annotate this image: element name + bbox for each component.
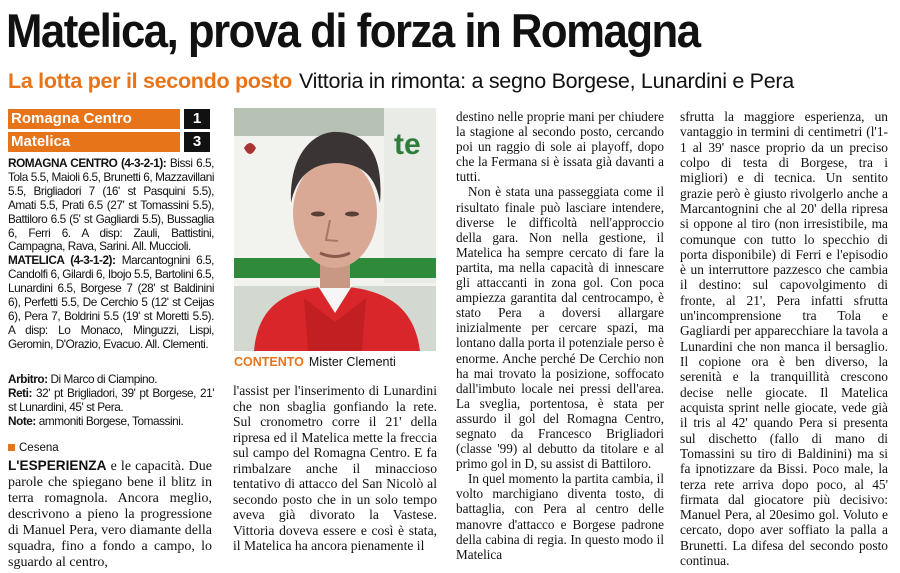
coach-photo — [234, 108, 436, 351]
goals-line — [8, 387, 214, 415]
article-column-3 — [456, 109, 664, 562]
column-3-para-1: destino nelle proprie mani per chiudere la stagione al secondo posto, cercando poi un raggio di sole ai playoff, dopo che la Fermana si è issata già davanti a tutti. — [456, 109, 664, 185]
dateline — [8, 441, 59, 455]
scoreboard-row-away — [8, 132, 210, 152]
lead-word: L'ESPERIENZA — [8, 458, 107, 473]
column-1-text: e le capacità. Due parole che spiegano bene il blitz in terra romagnola. Ancora meglio, descrivono a pieno la progressione di Manuel Pera, vero diamante della squadra, fino a fondo a campo, lo sguardo al centro, — [8, 459, 212, 570]
notes-label: Note: — [8, 413, 36, 428]
square-bullet-icon — [8, 444, 15, 451]
referee-text: Di Marco di Ciampino. — [50, 372, 158, 386]
referee-line — [8, 373, 214, 387]
headline: Matelica, prova di forza in Romagna — [6, 4, 700, 57]
away-lineup-label: MATELICA (4-3-1-2): — [8, 253, 116, 268]
notes-line — [8, 415, 214, 429]
scoreboard-row-home — [8, 109, 210, 129]
away-team-name: Matelica — [8, 132, 180, 152]
match-facts-box — [8, 373, 214, 429]
dateline-place: Cesena — [19, 442, 59, 454]
away-lineup-text: Marcantognini 6.5, Candolfi 6, Gilardi 6, Ibojo 5.5, Bartolini 6.5, Lunardini 6.5, Borgese 7 (28' st Baldinini 6), Perfetti 5.5, De Cerchio 5 (12' st Ceijas 6), Pera 7, Boldrini 5.5 (19' st Moretti 5.5). A disp: Lo Monaco, Minguzzi, Lispi, Geromin, D'Orazio, Evacuo. All. Clementi. — [8, 253, 214, 351]
away-lineup — [8, 254, 214, 351]
column-3-para-2: Non è stata una passeggiata come il risultato finale può lasciare intendere, diverse le difficoltà nell'approccio della gara. Non nella gestione, il Matelica ha sempre cercato di fare la partita, ma nella capacità di innescare gli attaccanti in zona gol. Con poca ampiezza garantita dal centrocampo, è stato Pera a doversi allargare inizialmente per cercare spazi, ma lontano dalla porta il potenziale perso è enorme. Anche perché De Cerchio non ha mai trovato la posizione, soffocato dall'imbuto locale nei pressi dell'area. La sveglia, portentosa, è stata per assurdo il gol del Romagna Centro, segnato da Francesco Brigliadori (classe '99) al debutto da titolare e al primo gol in D, su assist di Battiloro. — [456, 184, 664, 472]
article-column-2 — [233, 383, 437, 554]
svg-text:te: te — [394, 128, 421, 161]
away-team-score: 3 — [184, 132, 210, 152]
home-team-score: 1 — [184, 109, 210, 129]
lineups-box — [8, 157, 214, 352]
photo-caption — [234, 354, 454, 370]
subheadline — [8, 66, 898, 96]
subhead-kicker: La lotta per il secondo posto — [8, 69, 292, 93]
home-lineup-label: ROMAGNA CENTRO (4-3-2-1): — [8, 156, 167, 170]
article-column-4 — [680, 109, 888, 568]
photo-illustration — [234, 108, 436, 351]
home-team-name: Romagna Centro — [8, 109, 180, 129]
goals-label: Reti: — [8, 385, 32, 400]
caption-text: Mister Clementi — [308, 355, 396, 369]
column-3-para-3: In quel momento la partita cambia, il volto marchigiano diventa tosto, di battaglia, con Pera al centro delle manovre d'attacco e Borgese padrone della cabina di regia. In questo modo il Matelica — [456, 471, 664, 562]
referee-label: Arbitro: — [8, 372, 48, 386]
subhead-text: Vittoria in rimonta: a segno Borgese, Lunardini e Pera — [298, 69, 794, 93]
notes-text: ammoniti Borgese, Tomassini. — [38, 413, 184, 428]
column-2-text: l'assist per l'inserimento di Lunardini che non sbaglia gonfiando la rete. Sul cronometro corre il 21' della ripresa ed il Matelica mette la freccia sul campo del Romagna Centro. E fa rimbalzare anche il minaccioso tentativo di attacco del San Nicolò al secondo posto che in un solo tempo aveva già divorato la Vastese. Vittoria doveva essere e così è stata, il Matelica ha ancora pienamente il — [233, 383, 437, 554]
caption-label: CONTENTO — [234, 355, 304, 369]
goals-text: 32' pt Brigliadori, 39' pt Borgese, 21' st Lunardini, 45' st Pera. — [8, 385, 214, 414]
article-column-1 — [8, 458, 212, 571]
home-lineup — [8, 157, 214, 254]
home-lineup-text: Bissi 6.5, Tola 5.5, Maioli 6.5, Brunetti 6, Mazzavillani 5.5, Brigliadori 7 (16' st Pasquini 5.5), Amati 5.5, Prati 6.5 (27' st Tomassini 5.5), Battiloro 6.5 (5' st Gagliardi 5.5), Bussaglia 6, Ferri 6. A disp: Zauli, Battistini, Campagna, Rava, Sarini. All. Muccioli. — [8, 156, 214, 254]
column-4-text: sfrutta la maggiore esperienza, un vantaggio in termini di centimetri (l'1-1 al 39' nasce proprio da un preciso colpo di testa di Borgese, tra i migliori) e di tecnica. Un sentito grazie però è giusto rivolgerlo anche a Marcantognini che al 20' della ripresa si oppone al tiro (non irresistibile, ma comunque con tutto lo specchio di porta disponibile) di Ferri e l'episodio è un interruttore pazzesco che cambia il destino: sul capovolgimento di fronte, al 21', Pera infatti sfrutta un'incomprensione tra Tola e Gagliardi per apparecchiare la tavola a Lunardini che non manca il bersaglio. Il copione ora è ben diverso, la serenità e la tranquillità crescono decise nelle giocate. Il Matelica acquista sprint nelle giocate, vede già il tris al 42' quando Pera si presenta sul dischetto (fallo di mano di Tomassini su tiro di Baldinini) ma si fa ipnotizzare da Bissi. Poco male, la terza rete arriva dopo poco, al 45' firmata dal giocatore più decisivo: Manuel Pera, al 20esimo gol. Voluto e cercato, dopo aver soffiato la palla a Brunetti. La difesa del secondo posto continua. — [680, 109, 888, 569]
